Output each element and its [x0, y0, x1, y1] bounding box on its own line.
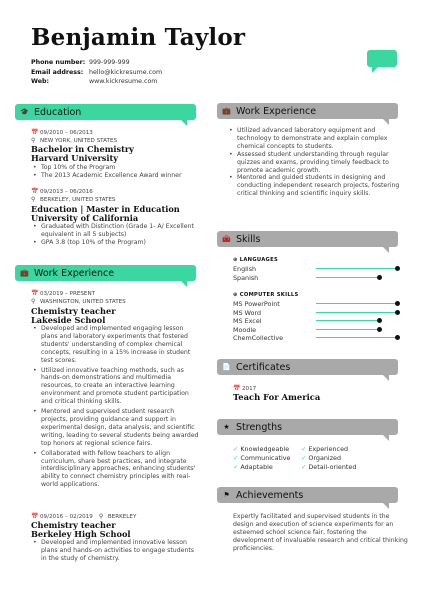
- section-title: Strengths: [236, 421, 283, 433]
- job-title: Chemistry teacher: [31, 520, 116, 530]
- computer-skills-heading-text: COMPUTER SKILLS: [239, 292, 299, 298]
- job-bullets: [31, 325, 201, 489]
- calendar-icon: 📅: [233, 385, 241, 392]
- strength-text: Detail-oriented: [308, 463, 357, 471]
- briefcase-icon: 💼: [20, 269, 29, 277]
- dates-text: 09/2010 – 06/2013: [40, 130, 93, 136]
- skill-name: Spanish: [233, 274, 259, 282]
- achievements-text: Expertly facilitated and supervised students in the design and execution of science experiments for an esteemed school science fair, fostering the development of invaluable research and critical thinking proficiencies.: [233, 513, 408, 552]
- calendar-icon: 📅: [31, 129, 39, 136]
- section-title: Certificates: [236, 361, 291, 373]
- contact-email: [31, 68, 162, 78]
- check-icon: ✓: [301, 454, 307, 462]
- skill-level-bar: [316, 277, 379, 278]
- check-icon: ✓: [233, 463, 239, 471]
- education-location: [31, 196, 115, 204]
- dates-text: 09/2013 – 06/2016: [40, 189, 93, 195]
- list-item: • The 2013 Academic Excellence Award winner: [31, 172, 197, 180]
- contact-label: Web:: [31, 78, 50, 85]
- work-bullets: [227, 127, 407, 198]
- location-text: BERKELEY, UNITED STATES: [40, 197, 116, 203]
- job-dates: [31, 290, 95, 298]
- skill-name: ChemCollective: [233, 334, 284, 342]
- certificate-name: Teach For America: [233, 392, 321, 402]
- list-item: • Assessed student understanding through regular quizzes and exams, providing timely feedback to promote academic growth.: [227, 151, 407, 175]
- check-icon: ✓: [301, 463, 307, 471]
- skill-level-marker: [395, 310, 400, 315]
- dates-text: 09/2016 – 02/2019: [40, 514, 93, 520]
- strength-text: Adaptable: [240, 463, 273, 471]
- education-dates: [31, 129, 93, 137]
- location-text: WASHINGTON, UNITED STATES: [40, 299, 126, 305]
- location-pin-icon: ⚲: [31, 137, 36, 144]
- check-icon: ✓: [233, 454, 239, 462]
- strength-item: [301, 454, 341, 462]
- translate-icon: ⊕: [233, 257, 240, 263]
- skill-level-marker: [377, 327, 382, 332]
- strength-text: Knowledgeable: [240, 445, 290, 453]
- school-name: University of California: [31, 213, 139, 223]
- briefcase-icon: 💼: [222, 107, 231, 115]
- strength-item: [233, 445, 289, 453]
- skill-name: English: [233, 265, 257, 273]
- contact-value: www.kickresume.com: [89, 78, 158, 85]
- location-pin-icon: ⚲: [31, 298, 36, 305]
- candidate-name: Benjamin Taylor: [31, 24, 246, 51]
- graduation-cap-icon: 🎓: [20, 108, 29, 116]
- degree-title: Bachelor in Chemistry: [31, 144, 134, 154]
- section-header-certificates: [217, 359, 398, 375]
- strength-item: [233, 454, 290, 462]
- contact-value: hello@kickresume.com: [89, 68, 163, 76]
- list-item: • GPA 3.8 (top 10% of the Program): [31, 239, 201, 247]
- skill-name: MS Word: [233, 309, 262, 317]
- languages-heading-text: LANGUAGES: [239, 257, 278, 263]
- list-item: • Mentored and supervised student research projects, providing guidance and support in experimental design, data analysis, and scientific writing, leading to several students being awarded top honors at regional science fairs.: [31, 408, 201, 448]
- skill-level-marker: [395, 335, 400, 340]
- list-item: • Top 10% of the Program: [31, 164, 197, 172]
- calendar-icon: 📅: [31, 513, 39, 520]
- check-icon: ✓: [301, 445, 307, 453]
- skill-level-bar: [316, 320, 379, 321]
- employer-name: Lakeside School: [31, 315, 106, 325]
- flag-icon: ⚑: [223, 491, 230, 499]
- calendar-icon: 📅: [31, 290, 39, 297]
- skill-name: MS PowerPoint: [233, 300, 280, 308]
- skill-name: MS Excel: [233, 317, 262, 325]
- skill-level-bar: [316, 329, 379, 330]
- list-item: • Graduated with Distinction (Grade 1- A/ Excellent equivalent in all 5 subjects): [31, 223, 201, 239]
- strength-text: Organized: [308, 454, 342, 462]
- skill-level-bar: [316, 268, 397, 269]
- languages-heading: [233, 257, 278, 263]
- section-header-achievements: [217, 487, 398, 503]
- section-title: Achievements: [236, 489, 304, 501]
- skill-level-bar: [316, 303, 397, 304]
- job-title: Chemistry teacher: [31, 306, 116, 316]
- employer-name: Berkeley High School: [31, 529, 131, 539]
- list-item: • Mentored and guided students in designing and conducting independent research projects, fostering critical thinking and scientific inquiry skills.: [227, 174, 407, 198]
- section-title: Work Experience: [236, 105, 317, 117]
- strength-item: [233, 463, 273, 471]
- section-header-strengths: [217, 419, 398, 435]
- skill-level-marker: [395, 266, 400, 271]
- dates-text: 03/2019 – PRESENT: [40, 291, 96, 297]
- year-text: 2017: [242, 386, 257, 392]
- location-text: NEW YORK, UNITED STATES: [40, 138, 118, 144]
- section-header-work-experience: [15, 265, 196, 281]
- strength-text: Experienced: [308, 445, 349, 453]
- list-item: • Developed and implemented innovative lesson plans and hands-on activities to engage students in the study of chemistry.: [31, 539, 201, 563]
- location-pin-icon: ⚲: [98, 513, 104, 520]
- section-title: Skills: [236, 233, 261, 245]
- certificate-icon: 📄: [222, 363, 231, 371]
- job-bullets: [31, 539, 201, 563]
- job-location: [31, 298, 126, 306]
- skill-level-bar: [316, 337, 397, 338]
- contact-value: 999-999-999: [89, 59, 130, 66]
- education-bullets: [31, 223, 201, 247]
- skill-level-marker: [377, 318, 382, 323]
- calendar-icon: 📅: [31, 188, 39, 195]
- check-icon: ✓: [233, 445, 239, 453]
- speech-bubble-icon: [367, 50, 397, 67]
- location-text: BERKELEY: [107, 514, 137, 520]
- list-item: • Utilized innovative teaching methods, such as hands-on demonstrations and multimedia resources, to create an interactive learning environment and promote student participation and critical thinking skills.: [31, 367, 201, 407]
- skill-level-marker: [377, 275, 382, 280]
- contact-label: Phone number:: [31, 59, 86, 66]
- skill-name: Moodle: [233, 326, 257, 334]
- education-bullets: [31, 164, 197, 180]
- section-header-work-experience-right: [217, 103, 398, 119]
- toolbox-icon: 🧰: [222, 235, 231, 243]
- section-title: Education: [34, 106, 82, 118]
- strength-text: Communicative: [240, 454, 291, 462]
- education-dates: [31, 188, 93, 196]
- computer-skills-heading: [233, 292, 299, 298]
- section-header-skills: [217, 231, 398, 247]
- skill-level-marker: [395, 301, 400, 306]
- school-name: Harvard University: [31, 153, 119, 163]
- strength-item: [301, 463, 356, 471]
- list-item: • Collaborated with fellow teachers to align curriculum, share best practices, and integrate interdisciplinary approaches, enhancing students' ability to connect chemistry principles with real-world applications.: [31, 450, 201, 490]
- contact-web: [31, 77, 162, 87]
- list-item: • Developed and implemented engaging lesson plans and laboratory experiments that fostered students' understanding of complex chemical concepts, resulting in a 15% increase in student test scores.: [31, 325, 201, 365]
- contact-info: [31, 58, 162, 87]
- computer-icon: ⊕: [233, 292, 240, 298]
- section-header-education: [15, 104, 196, 120]
- skill-level-bar: [316, 312, 397, 313]
- strength-item: [301, 445, 348, 453]
- contact-phone: [31, 58, 162, 68]
- list-item: • Utilized advanced laboratory equipment and technology to demonstrate and explain complex chemical concepts to students.: [227, 127, 407, 151]
- degree-title: Education | Master in Education: [31, 204, 180, 214]
- section-title: Work Experience: [34, 267, 115, 279]
- contact-label: Email address:: [31, 68, 84, 76]
- location-pin-icon: ⚲: [31, 196, 36, 203]
- star-icon: ★: [223, 423, 230, 431]
